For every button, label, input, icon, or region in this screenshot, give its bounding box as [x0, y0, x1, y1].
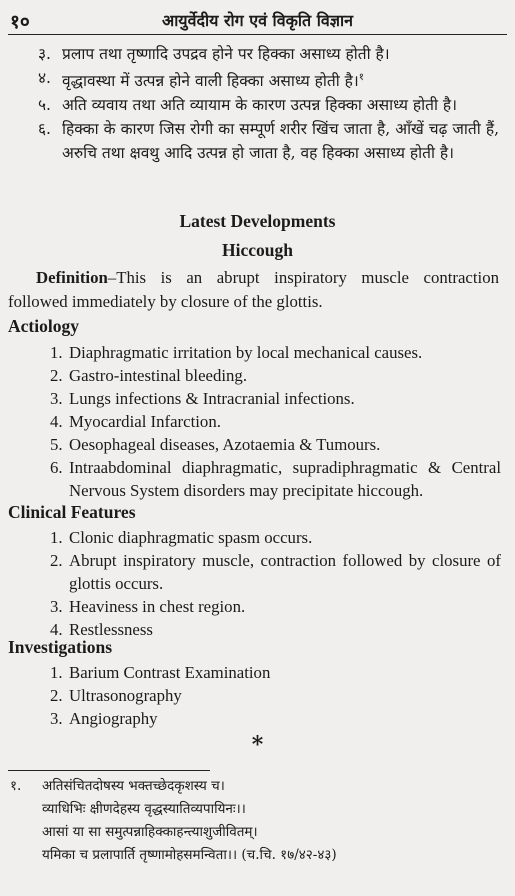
- running-title: आयुर्वेदीय रोग एवं विकृति विज्ञान: [161, 11, 354, 30]
- item-text: Heaviness in chest region.: [69, 597, 246, 616]
- footnote-number: १.: [10, 778, 22, 794]
- topic-title: Hiccough: [222, 240, 293, 260]
- end-asterisk: *: [251, 732, 264, 758]
- aetiology-list: [50, 341, 501, 502]
- footnote-verse-line: यमिका च प्रलापार्ति तृष्णामोहसमन्विता।। (च.चि. १७/४२-४३): [42, 847, 337, 863]
- clinical-features-heading: Clinical Features: [8, 502, 136, 522]
- definition-paragraph: [8, 266, 499, 314]
- item-number: 4.: [50, 412, 63, 431]
- clinical-features-list: [50, 526, 501, 641]
- point-text: अति व्यवाय तथा अति व्यायाम के कारण उत्पन्न हिक्का असाध्य होती है।: [62, 96, 458, 115]
- definition-label: Definition: [36, 268, 108, 287]
- hindi-points-list: [38, 42, 499, 165]
- list-item: [50, 456, 501, 502]
- hindi-point: [38, 66, 499, 93]
- item-text: Oesophageal diseases, Azotaemia & Tumours.: [69, 435, 381, 454]
- footnote: [10, 775, 505, 867]
- page-number: १०: [10, 11, 30, 33]
- item-number: 4.: [50, 620, 63, 639]
- point-text: प्रलाप तथा तृष्णादि उपद्रव होने पर हिक्का असाध्य होती है।: [62, 45, 390, 63]
- hindi-point: [38, 93, 499, 117]
- point-text-body: वृद्धावस्था में उत्पन्न होने वाली हिक्का असाध्य होती है।: [62, 72, 359, 91]
- footnote-first-line: [10, 775, 505, 798]
- item-number: 6.: [50, 458, 63, 477]
- list-item: [50, 364, 501, 387]
- item-text: Abrupt inspiratory muscle, contraction followed by closure of glottis occurs.: [69, 551, 501, 593]
- footnote-rule: [8, 770, 210, 771]
- list-item: [50, 387, 501, 410]
- footnote-marker: १: [358, 72, 364, 83]
- item-text: Angiography: [69, 709, 158, 728]
- item-number: 3.: [50, 709, 63, 728]
- point-text: हिक्का के कारण जिस रोगी का सम्पूर्ण शरीर खिंच जाता है, आँखें चढ़ जाती हैं, अरुचि तथा क्षवथु आदि उत्पन्न हो जाता है, वह हिक्का असाध्य होती है।: [62, 120, 499, 163]
- item-number: 1.: [50, 663, 63, 682]
- item-text: Restlessness: [69, 620, 153, 639]
- point-number: ६.: [38, 120, 51, 139]
- hindi-point: [38, 42, 499, 66]
- header-rule: [8, 34, 507, 35]
- list-item: [50, 618, 501, 641]
- list-item: [50, 707, 501, 730]
- investigations-list: [50, 661, 501, 730]
- list-item: [50, 341, 501, 364]
- item-number: 1.: [50, 343, 63, 362]
- list-item: [50, 661, 501, 684]
- hindi-point: [38, 117, 499, 165]
- item-number: 3.: [50, 597, 63, 616]
- item-text: Ultrasonography: [69, 686, 182, 705]
- point-text: [62, 66, 499, 93]
- running-header: [10, 6, 505, 34]
- point-number: ३.: [38, 45, 51, 63]
- footnote-verse-line: व्याधिभिः क्षीणदेहस्य वृद्धस्यातिव्यपायिनः।।: [42, 801, 246, 817]
- list-item: [50, 526, 501, 549]
- item-number: 3.: [50, 389, 63, 408]
- item-number: 2.: [50, 551, 63, 570]
- investigations-heading: Investigations: [8, 637, 113, 657]
- definition-text: –This is an abrupt inspiratory muscle contraction followed immediately by closure of the glottis.: [8, 268, 499, 311]
- item-text: Barium Contrast Examination: [69, 663, 271, 682]
- item-number: 2.: [50, 366, 63, 385]
- item-text: Myocardial Infarction.: [69, 412, 221, 431]
- item-text: Intraabdominal diaphragmatic, supradiphragmatic & Central Nervous System disorders may precipitate hiccough.: [69, 458, 501, 500]
- list-item: [50, 595, 501, 618]
- footnote-verse-line: अतिसंचितदोषस्य भक्तच्छेदकृशस्य च।: [42, 778, 225, 794]
- item-text: Lungs infections & Intracranial infections.: [69, 389, 355, 408]
- list-item: [50, 433, 501, 456]
- list-item: [50, 684, 501, 707]
- footnote-verse-line: आसां या सा समुत्पन्नाहिक्काहन्त्याशुजीवितम्।: [42, 824, 258, 840]
- item-text: Gastro-intestinal bleeding.: [69, 366, 248, 385]
- item-number: 1.: [50, 528, 63, 547]
- list-item: [50, 549, 501, 595]
- aetiology-heading: Actiology: [8, 316, 79, 336]
- point-number: ४.: [38, 69, 51, 87]
- section-title: Latest Developments: [179, 211, 336, 231]
- item-number: 2.: [50, 686, 63, 705]
- item-text: Diaphragmatic irritation by local mechanical causes.: [69, 343, 423, 362]
- point-number: ५.: [38, 96, 51, 115]
- item-number: 5.: [50, 435, 63, 454]
- item-text: Clonic diaphragmatic spasm occurs.: [69, 528, 313, 547]
- list-item: [50, 410, 501, 433]
